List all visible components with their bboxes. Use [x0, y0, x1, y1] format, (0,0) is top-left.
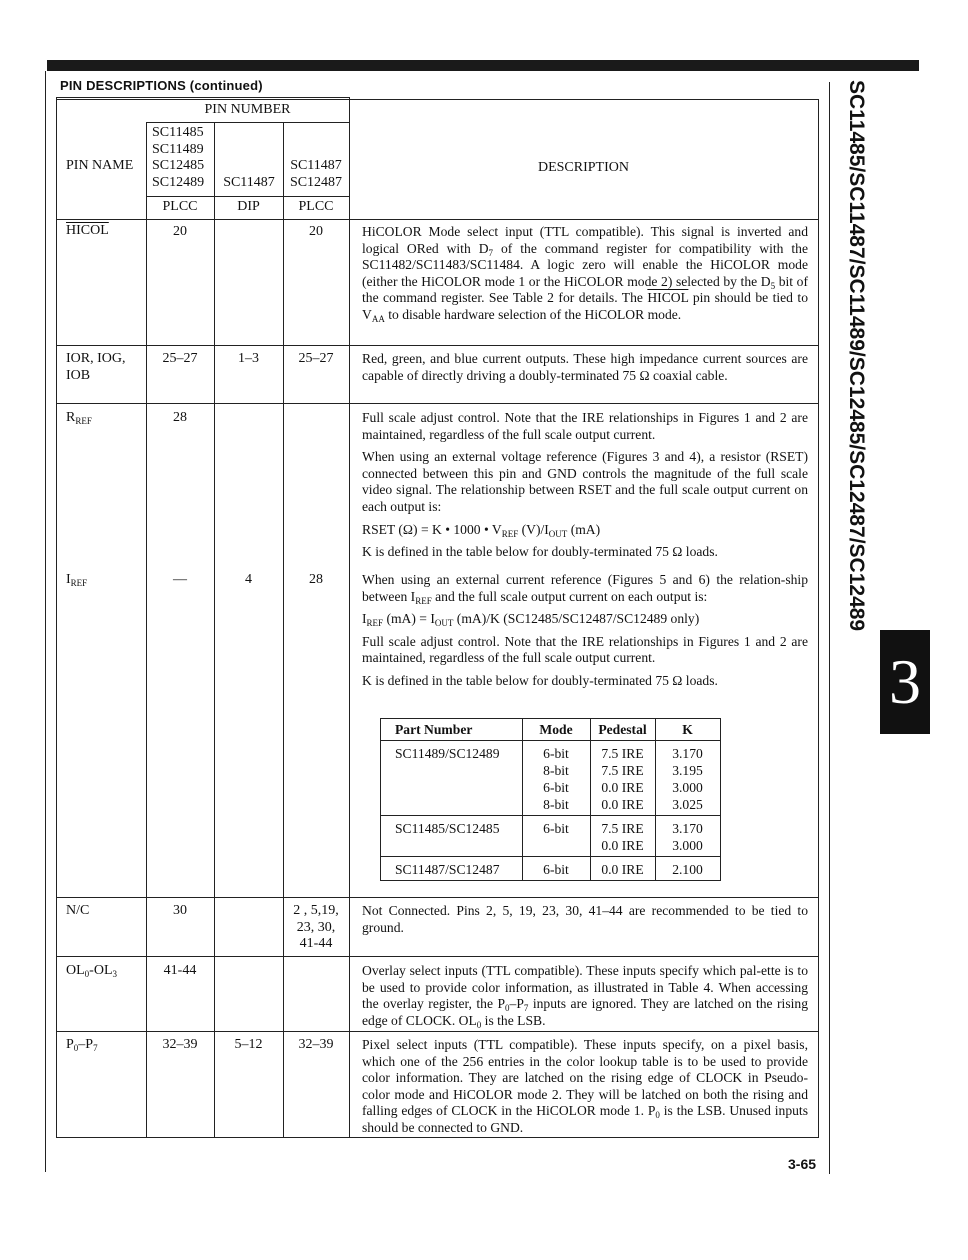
nc-plcc: 30 [173, 903, 187, 918]
iref-plcc2: 28 [309, 572, 323, 587]
k-part-3: SC11487/SC12487 [395, 862, 500, 877]
pin-name-header: PIN NAME [66, 158, 134, 173]
nc-description: Not Connected. Pins 2, 5, 19, 23, 30, 41–44 are recommended to be tied to ground. [362, 903, 808, 935]
hicol-plcc: 20 [173, 224, 187, 239]
ol-description: Overlay select inputs (TTL compatible). These inputs specify which pal-ette is to be used to provide color information, as illustrated in Table 4. When accessing the overlay register, the $P_0-P_7$ inputs are ignored. They are latched on the rising edge of CLOCK. $OL_0$ is the LSB. [362, 963, 808, 1030]
top-rule [47, 60, 919, 71]
section-title: PIN DESCRIPTIONS (continued) [60, 78, 263, 93]
k-modes-2: 6-bit [543, 821, 569, 836]
k-modes-1: 6-bit 8-bit 6-bit 8-bit [543, 746, 569, 812]
k-values-3: 2.100 [672, 862, 703, 877]
k-values-1: 3.170 3.195 3.000 3.025 [672, 746, 703, 812]
col1-package: PLCC [162, 199, 198, 214]
p-dip: 5–12 [234, 1037, 263, 1052]
k-header-pedestal: Pedestal [598, 722, 647, 737]
ior-plcc2: 25–27 [298, 351, 334, 366]
col2-package: DIP [237, 199, 260, 214]
description-header: DESCRIPTION [537, 160, 629, 175]
ior-dip: 1–3 [238, 351, 259, 366]
k-values-2: 3.170 3.000 [672, 821, 703, 853]
p-plcc2: 32–39 [298, 1037, 334, 1052]
ior-plcc: 25–27 [162, 351, 198, 366]
col2-part: SC11487 [223, 175, 275, 190]
ior-description: Red, green, and blue current outputs. These high impedance current sources are capable of directly driving a doubly-terminated 75 Ω coaxial cable. [362, 351, 808, 383]
pin-name-p: $P_0-P_7$ [66, 1037, 98, 1053]
k-pedestals-3: 0.0 IRE [601, 862, 644, 877]
col3-parts: SC11487 SC12487 [289, 158, 343, 190]
pin-number-header: PIN NUMBER [204, 102, 291, 117]
k-header-k: K [682, 722, 693, 737]
col3-package: PLCC [298, 199, 334, 214]
pin-name-nc: N/C [66, 903, 90, 918]
left-margin-rule [45, 71, 46, 1172]
rref-description: Full scale adjust control. Note that the IRE relationships in Figures 1 and 2 are maintained, regardless of the full scale output current. When using an external voltage reference (Figures 3 and 4), a resistor (RSET) connected between this pin and GND controls the magnitude of the full scale video signal. The relationship between RSET and the full scale output current on each output is: RSET (Ω) = K • 1000 • $V_{REF}$ $(V)/I_{OUT}$ (mA) K is defined in the table below for doubly-terminated 75 Ω loads. [362, 410, 808, 560]
chapter-tab: 3 [880, 630, 930, 734]
k-header-mode: Mode [539, 722, 573, 737]
col1-parts: SC11485 SC11489 SC12485 SC12489 [152, 125, 205, 190]
pin-name-ol: $OL_0-OL_3$ [66, 963, 117, 979]
ol-plcc: 41-44 [163, 963, 197, 978]
side-title: SC11485/SC11487/SC11489/SC12485/SC12487/SC12489 [845, 80, 868, 632]
nc-plcc2: 2 , 5,19, 23, 30, 41-44 [293, 903, 339, 951]
k-pedestals-2: 7.5 IRE 0.0 IRE [601, 821, 644, 853]
k-header-part: Part Number [395, 722, 473, 737]
rref-plcc: 28 [173, 410, 187, 425]
iref-description: When using an external current reference (Figures 5 and 6) the relation-ship between $I_{REF}$ and the full scale output current on each output is: $I_{REF}$ $(mA) = I_{OUT}$ (mA)/K (SC12485/SC12487/SC12489 only) Full scale adjust control. Note that the IRE relationships in Figures 1 and 2 are maintained, regardless of the full scale output current. K is defined in the table below for doubly-terminated 75 Ω loads. [362, 572, 808, 688]
iref-plcc: — [173, 572, 187, 587]
p-description: Pixel select inputs (TTL compatible). These inputs specify, on a pixel basis, which one of the 256 entries in the color lookup table is to be used to provide color information. They are latched on the rising edge of CLOCK in Pseudo-color mode and HiCOLOR mode 2. They will be latched on both the rising and falling edges of CLOCK in the HiCOLOR mode 1. $P_0$ is the LSB. Unused inputs should be connected to GND. [362, 1037, 808, 1135]
k-pedestals-1: 7.5 IRE 7.5 IRE 0.0 IRE 0.0 IRE [601, 746, 644, 812]
hicol-description: HiCOLOR Mode select input (TTL compatible). This signal is inverted and logical ORed with $D_7$ of the command register for compatibility with the SC11482/SC11483/SC11484. A logic zero will enable the HiCOLOR mode (either the HiCOLOR mode 1 or the HiCOLOR mode 2) selected by the $D_5$ bit of the command register. See Table 2 for details. The HICOL pin should be tied to $V_{AA}$ to disable hardware selection of the HiCOLOR mode. [362, 224, 808, 324]
p-plcc: 32–39 [162, 1037, 198, 1052]
pin-name-iref: $I_{REF}$ [66, 572, 88, 588]
iref-dip: 4 [245, 572, 252, 587]
pin-name-hicol: HICOL [66, 223, 109, 238]
right-margin-rule [829, 82, 830, 1174]
k-modes-3: 6-bit [543, 862, 569, 877]
pin-name-rref: $R_{REF}$ [66, 410, 92, 426]
page-number: 3-65 [788, 1156, 817, 1172]
pin-name-ior: IOR, IOG, IOB [66, 351, 126, 383]
k-part-2: SC11485/SC12485 [395, 821, 500, 836]
k-part-1: SC11489/SC12489 [395, 746, 500, 761]
hicol-plcc2: 20 [309, 224, 323, 239]
